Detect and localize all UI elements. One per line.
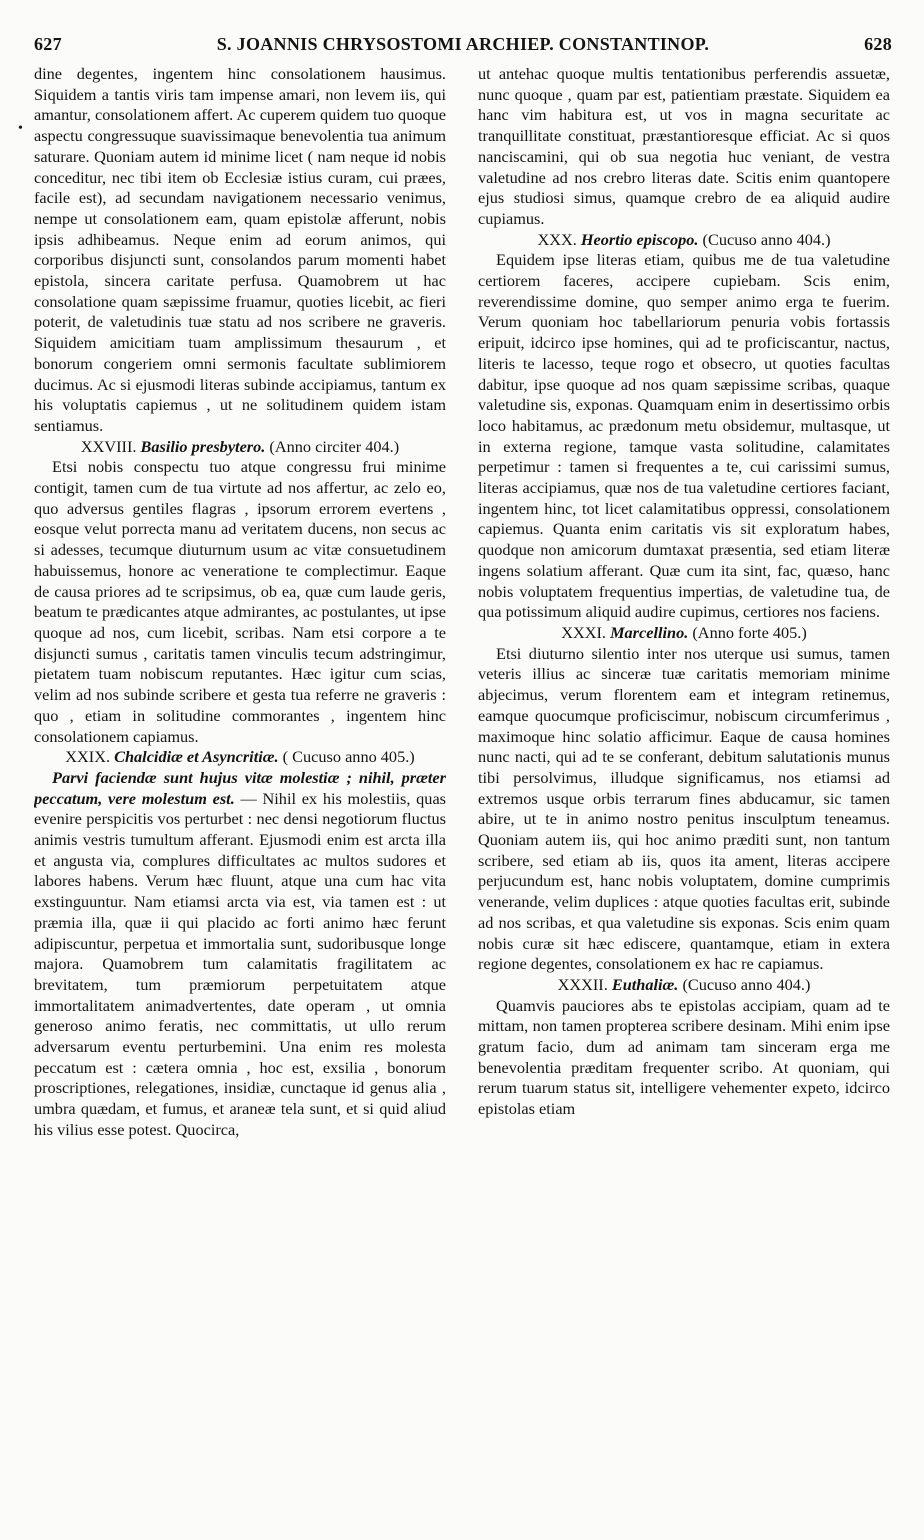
letter-date: ( Cucuso anno 405.) <box>282 747 415 767</box>
letter-number: XXX. <box>537 229 577 249</box>
letter-addressee: Marcellino. <box>610 622 689 642</box>
right-column <box>478 64 890 1520</box>
letter-heading-xxix <box>34 747 446 768</box>
left-column <box>34 64 446 1520</box>
letter-body-xxxi: Etsi diuturno silentio inter nos uterque usi sumus, tamen veteris illius ac sinceræ tuæ caritatis memoriam minime abjecimus, verum florentem eam et integram retinemus, eamque quocumque proficiscimur, nobiscum circumferimus , maximoque hinc solatio afficimur. Eaque de causa homines nunc nacti, qui ad te se conferant, debitum salutationis munus tibi persolvimus, illudque significamus, nos etiamsi ad extremos usque orbis terrarum fines abducamur, sic tamen abire, ut te in animo nostro penitus insculptum teneamus. Quoniam autem iis, qui hoc animo præditi sunt, non tantum scribere, sed etiam ab iis, quos ita ament, literas accipere perjucundum est, hanc nobis voluptatem, domine cumprimis venerande, velim duplices : atque quoties facultas erit, subinde ad nos scribas, et qua valetudine sis exponas. Scis enim quam nobis curæ sit hæc ediscere, quantamque, etiam in extera regione degentes, consolationem ex hac re capiamus. <box>478 643 890 974</box>
page-number-right: 628 <box>864 34 892 54</box>
letter-addressee: Basilio presbytero. <box>140 436 266 456</box>
letter-date: (Anno forte 405.) <box>692 622 807 642</box>
letter-number: XXIX. <box>65 747 111 767</box>
left-paragraph-continued: dine degentes, ingentem hinc consolationem hausimus. Siquidem a tantis viris tam impense amari, non levem iis, qui amantur, consolationem affert. Ac cuperem quidem tuo quoque aspectu congressuque suavissimaque benevolentia tua animum saturare. Quoniam autem id minime licet ( nam neque id nobis conceditur, nec tibi item ob Ecclesiæ istius curam, cui præes, facile est), ad secundam navigationem necessario venimus, nempe ut consolationem eam, quam epistolæ afferunt, nobis ipsis adhibeamus. Neque enim ad eorum animos, qui corporibus disjuncti sunt, consolandos parum momenti habet epistola, sincera caritate perfusa. Quamobrem ut hac consolatione quam sæpissime fruamur, quoties licebit, ac fieri poterit, de valetudinis tuæ statu ad nos scribere ne graveris. Siquidem amicitiam tuam amplissimum thesaurum , et bonorum congeriem omni sermonis facultate sublimiorem ducimus. Ac si ejusmodi literas subinde accipiamus, tantum ex his voluptatis capiemus , ut ne solitudinem quidem istam sentiamus. <box>34 64 446 435</box>
letter-number: XXXII. <box>557 974 608 994</box>
letter-addressee: Chalcidiæ et Asyncritiæ. <box>114 747 279 767</box>
page-number-left: 627 <box>34 34 62 54</box>
letter-date: (Cucuso anno 404.) <box>702 229 831 249</box>
letter-body-xxx: Equidem ipse literas etiam, quibus me de tua valetudine certiorem faceres, accipere cupiebam. Scis enim, reverendissime domine, quo semper animo erga te fuerim. Verum quoniam hoc tabellariorum penuria vobis fortassis eripuit, idcirco ipse homines, qui ad te proficiscantur, nactus, literis te lacesso, teque rogo et obsecro, ut quoties facultas dabitur, ipse quoque ad nos quam sæpissime scribas, quaque valetudine sis, exponas. Quamquam enim in desertissimo orbis loco habitamus, ac prædonum metu obsidemur, multasque, ut in externa regione, tamque vasta solitudine, calamitates perpetimur : tamen si frequentes a te, cui carissimi sumus, literas accipiamus, quæ nos de tua valetudine certiores faciant, ingentem hinc, tot licet calamitatibus oppressi, consolationem capiemus. Quanta enim caritatis vis sit exploratum habes, quodque non amicorum dumtaxat præsentia, sed etiam literæ ingens solatium afferant. Quæ cum ita sint, fac, quæso, hanc nobis voluptatem frequentius impertias, de valetudine tua, de qua potissimum aliquid audire cupimus, certiores nos faciens. <box>478 250 890 622</box>
letter-number: XXVIII. <box>80 436 137 456</box>
letter-heading-xxviii <box>34 437 446 458</box>
letter-addressee: Euthaliæ. <box>611 974 679 994</box>
running-title: S. JOANNIS CHRYSOSTOMI ARCHIEP. CONSTANTINOP. <box>216 34 710 54</box>
letter-argument: Parvi faciendæ sunt hujus vitæ molestiæ ; nihil, præter peccatum, vere molestum est. <box>34 767 446 808</box>
letter-heading-xxxi <box>478 623 890 644</box>
letter-body-xxxii: Quamvis pauciores abs te epistolas accipiam, quam ad te mittam, non tamen propterea scribere desinam. Mihi enim ipse gratum facio, dum ad animam tam sinceram erga me benevolentia præditam frequenter scribo. At quoniam, qui rerum tuarum status sit, intelligere vehementer expeto, idcirco epistolas etiam <box>478 995 890 1119</box>
letter-text: — Nihil ex his molestiis, quas evenire perspicitis vos perturbet : nec densi negotiorum fluctus animis vestris tumultum afferant. Ejusmodi enim est arcta illa et angusta via, complures difficultates ac multos sudores et labores habens. Verum hæc fluunt, atque una cum hac vita exstinguuntur. Nam etiamsi arcta via est, via tamen est : ut præmia illa, quæ ii qui placido ac forti animo hæc ferunt adipiscuntur, perpetua et immortalia sunt, sudoribusque longe majora. Quamobrem tum calamitatis fragilitatem ac brevitatem, tum præmiorum perpetuitatem atque immortalitatem animadvertentes, date operam , ut omnia generoso animo feratis, nec committatis, ut ullo rerum adversarum eventu perturbemini. Una enim res molesta peccatum est : cætera omnia , hoc est, exsilia , bonorum proscriptiones, relegationes, insidiæ, cunctaque id genus alia , umbra quædam, et fumus, et araneæ tela sunt, et si quid aliud his vilius esse potest. Quocirca, <box>34 788 446 1139</box>
letter-body-xxviii: Etsi nobis conspectu tuo atque congressu frui minime contigit, tamen cum de tua virtute ad nos affertur, ac zelo eo, quo adversus gentiles flagras , ipsorum errorem evertens , eosque velut porrecta manu ad veritatem ducens, non secus ac si adesses, tecumque diuturnum usum ac vitæ consuetudinem habuissemus, honore ac veneratione te complectimur. Eaque de causa priores ad te scripsimus, ob ea, quæ cum laude geris, beatum te prædicantes atque admirantes, ac postulantes, ut ipse quoque ad nos, cum licebit, scribas. Nam etsi corpore a te disjuncti sumus , caritatis tamen vinculis tecum adstringimur, pietatem tuam nobiscum reputantes. Hæc igitur cum scias, velim ad nos subinde scribere et gesta tua referre ne graveris : quo , etiam in solitudine commorantes , ingentem hinc consolationem capiamus. <box>34 457 446 746</box>
letter-heading-xxx <box>478 230 890 251</box>
letter-heading-xxxii <box>478 975 890 996</box>
letter-date: (Cucuso anno 404.) <box>682 974 811 994</box>
letter-addressee: Heortio episcopo. <box>580 229 699 249</box>
letter-number: XXXI. <box>561 622 606 642</box>
margin-mark: • <box>18 121 23 136</box>
letter-date: (Anno circiter 404.) <box>269 436 400 456</box>
running-head <box>34 34 892 64</box>
right-paragraph-continued: ut antehac quoque multis tentationibus perferendis assuetæ, nunc quoque , quam par est, patientiam præstate. Siquidem ea hanc vim habitura est, ut vos in magna securitate ac tranquillitate constituat, præstantioresque efficiat. Ac si quos nanciscamini, qui ob sua negotia huc veniant, de vestra valetudine ad nos crebro literas date. Scitis enim quantopere ejus studiosi simus, quamque crebro de ea aliquid audire cupiamus. <box>478 64 890 228</box>
letter-body-xxix <box>34 768 446 1141</box>
